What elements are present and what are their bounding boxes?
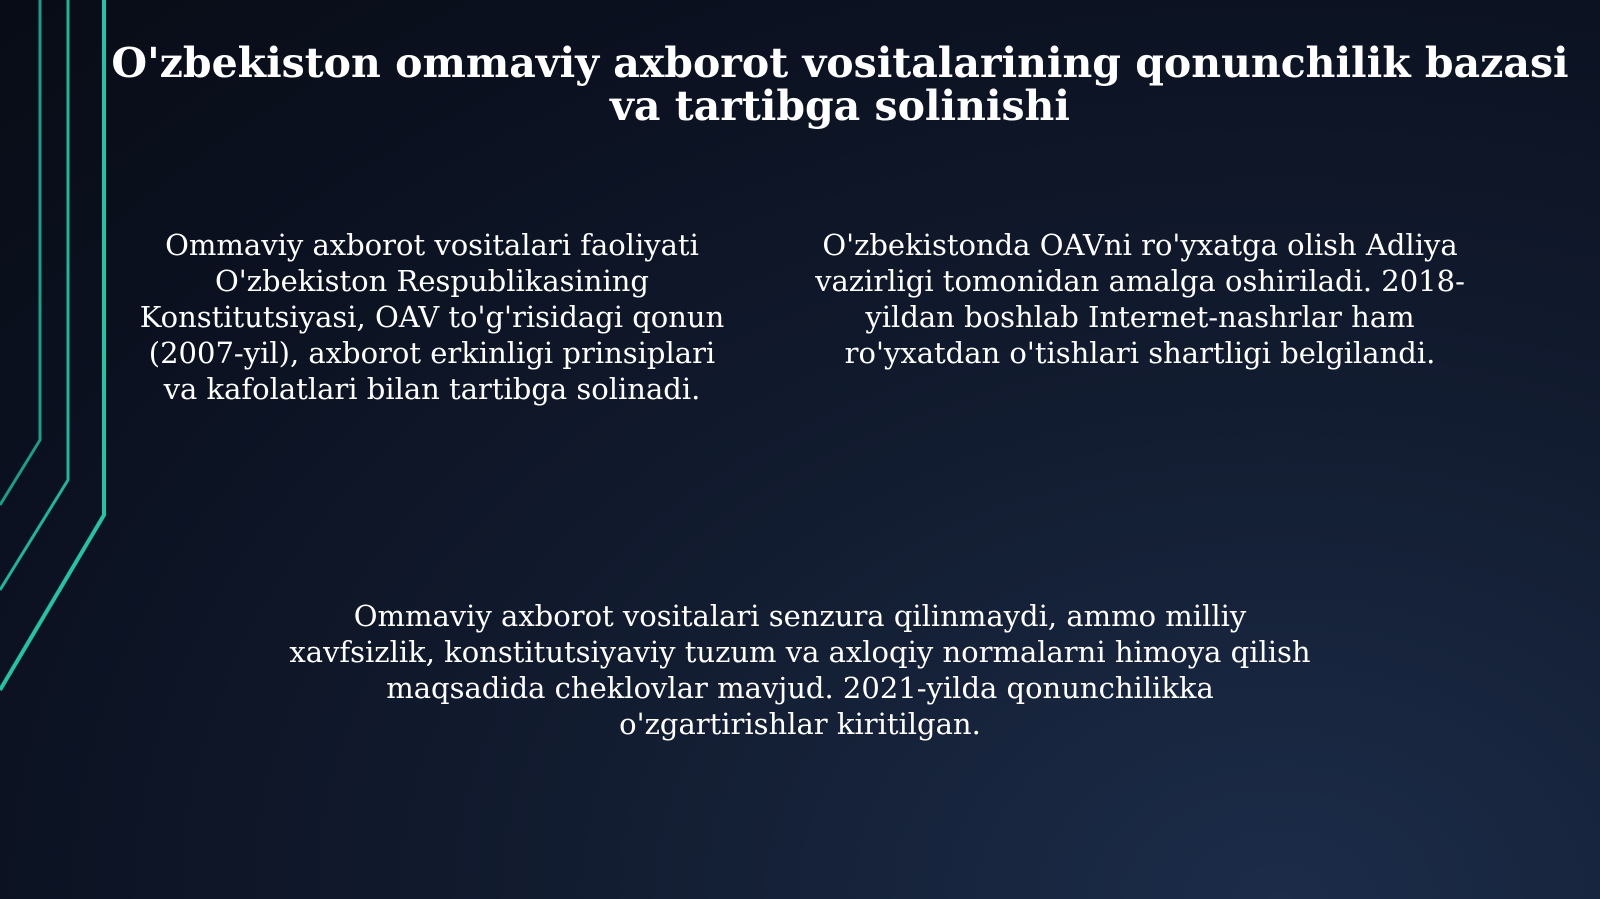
slide-title: O'zbekiston ommaviy axborot vositalarining qonunchilik bazasi va tartibga solinishi <box>111 39 1569 130</box>
decorative-accent-lines <box>0 0 140 899</box>
paragraph-legal-framework: Ommaviy axborot vositalari faoliyati O'zbekiston Respublikasining Konstitutsiyasi, OAV to'g'risidagi qonun (2007-yil), axborot erkinligi prinsiplari va kafolatlari bilan tartibga solinadi. <box>139 228 725 406</box>
paragraph-registration: O'zbekistonda OAVni ro'yxatga olish Adliya vazirligi tomonidan amalga oshiriladi. 2018-yildan boshlab Internet-nashrlar ham ro'yxatdan o'tishlari shartligi belgilandi. <box>815 228 1465 370</box>
accent-line-outer <box>0 0 104 690</box>
paragraph-censorship-restrictions: Ommaviy axborot vositalari senzura qilinmaydi, ammo milliy xavfsizlik, konstitutsiyaviy tuzum va axloqiy normalarni himoya qilish maqsadida cheklovlar mavjud. 2021-yilda qonunchilikka o'zgartirishlar kiritilgan. <box>289 599 1311 741</box>
accent-line-inner <box>0 0 40 505</box>
accent-line-middle <box>0 0 68 590</box>
